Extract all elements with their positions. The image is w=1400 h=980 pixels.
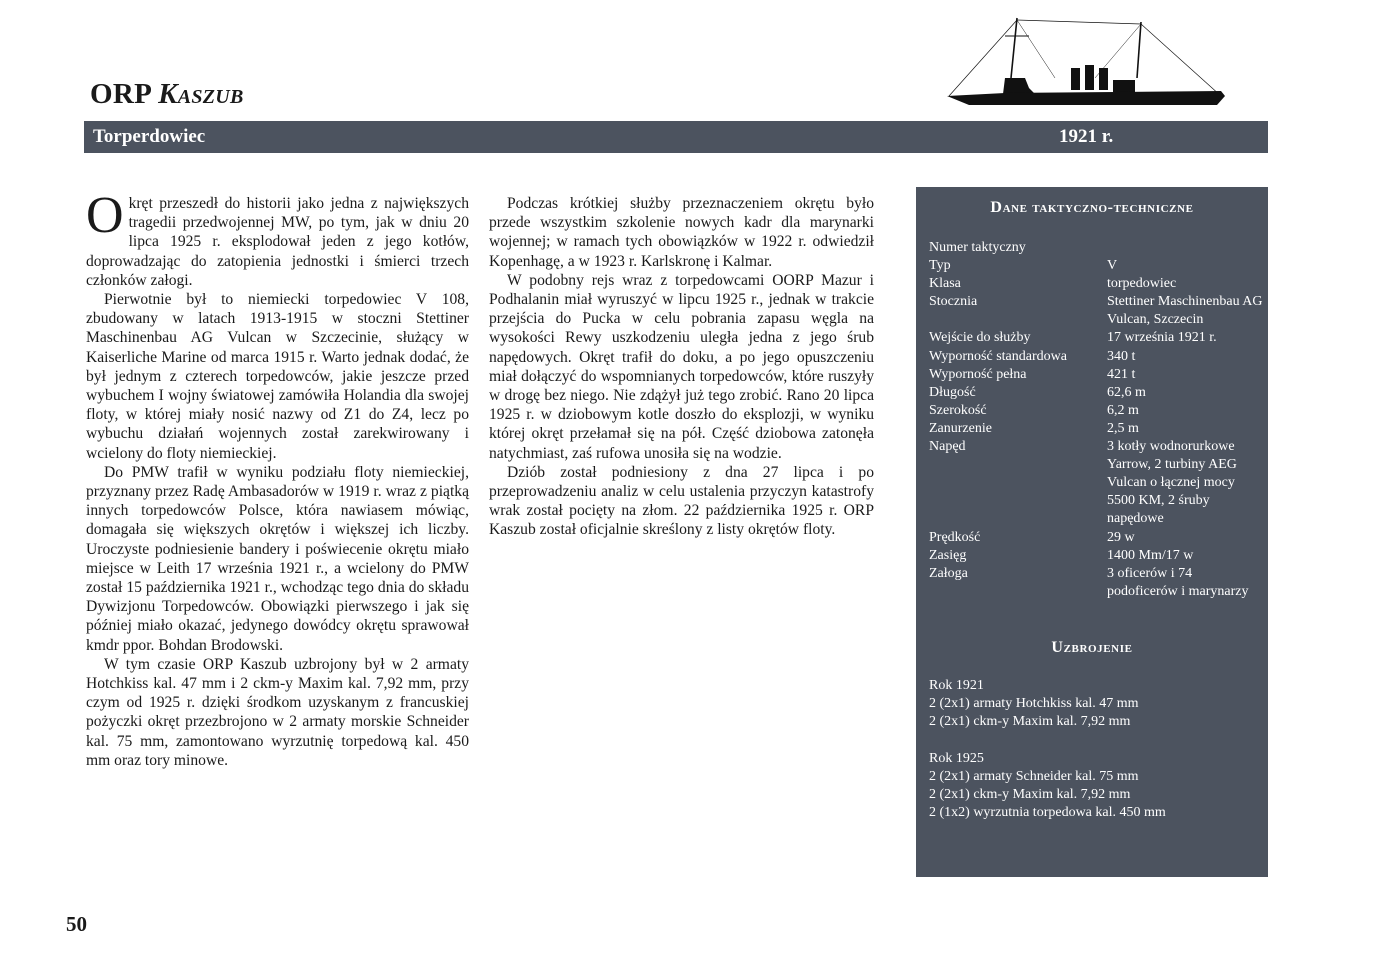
armament-item: 2 (1x2) wyrzutnia torpedowa kal. 450 mm — [929, 805, 1166, 821]
spec-row — [929, 384, 1264, 402]
spec-row — [929, 366, 1264, 384]
spec-value: 340 t — [1107, 348, 1136, 364]
armament-block — [929, 677, 1264, 732]
spec-label: Typ — [929, 258, 951, 274]
armament-block — [929, 750, 1264, 823]
spec-value: V — [1107, 258, 1118, 274]
ship-year: 1921 r. — [1059, 126, 1114, 147]
spec-value: 6,2 m — [1107, 402, 1139, 418]
ship-silhouette-icon — [945, 16, 1230, 106]
page-title — [90, 78, 244, 111]
spec-label: Długość — [929, 384, 976, 400]
spec-row — [929, 239, 1264, 257]
spec-row — [929, 348, 1264, 366]
paragraph: Do PMW trafił w wyniku podziału floty niemieckiej, przyznany przez Radę Ambasadorów w 1919 r. wraz z piątką innych torpedowców Polsce, która nawiasem mówiąc, domagała się większych okrętów i większej ich liczby. Uroczyste podniesienie bandery i poświecenie okrętu miało miejsce w Leith 17 września 1921 r., a wcielony do PMW został 15 października 1921 r., wchodząc tego dnia do składu Dywizjonu Torpedowców. Obowiązki pierwszego i jak się później miało okazać, jedynego dowódcy okrętu sprawował kmdr ppor. Bohdan Brodowski. — [86, 463, 469, 654]
spec-value: 3 oficerów i 74 podoficerów i marynarzy — [1107, 565, 1249, 599]
spec-row — [929, 529, 1264, 547]
spec-row — [929, 420, 1264, 438]
paragraph: Podczas krótkiej służby przeznaczeniem okrętu było przede wszystkim szkolenie nowych kadr dla marynarki wojennej; w ramach tych obowiązków w 1922 r. odwiedził Kopenhagę, a w 1923 r. Karlskronę i Kalmar. — [489, 195, 874, 270]
spec-label: Zasięg — [929, 547, 967, 563]
spec-label: Wyporność standardowa — [929, 348, 1067, 364]
spec-row — [929, 402, 1264, 420]
spec-value: Stettiner Maschinenbau AG Vulcan, Szczecin — [1107, 294, 1263, 328]
spec-value: 1400 Mm/17 w — [1107, 547, 1194, 563]
spec-value — [1107, 239, 1264, 257]
spec-row — [929, 438, 1264, 528]
armament-item: 2 (2x1) armaty Schneider kal. 75 mm — [929, 769, 1139, 784]
paragraph-text: kręt przeszedł do historii jako jedna z największych tragedii przedwojennej MW, po tym, jak w dniu 20 lipca 1925 r. eksplodował jeden z jego kotłów, doprowadzając do zatopienia jednostki i śmierci trzech członków załogi. — [86, 195, 469, 289]
spec-row — [929, 257, 1264, 275]
spec-label: Napęd — [929, 439, 966, 455]
drop-cap: O — [86, 187, 124, 244]
text-column-2 — [489, 194, 874, 540]
spec-value: 2,5 m — [1107, 420, 1139, 436]
spec-label: Zanurzenie — [929, 420, 992, 436]
armament-list — [929, 677, 1264, 841]
title-prefix: ORP — [90, 78, 151, 110]
text-column-1 — [86, 187, 469, 770]
armament-item: 2 (2x1) ckm-y Maxim kal. 7,92 mm — [929, 714, 1131, 730]
spec-label: Stocznia — [929, 294, 978, 310]
armament-item: 2 (2x1) ckm-y Maxim kal. 7,92 mm — [929, 787, 1131, 803]
spec-label: Szerokość — [929, 402, 987, 418]
specs-table — [929, 239, 1264, 601]
spec-value: 29 w — [1107, 529, 1135, 545]
ship-type: Torperdowiec — [93, 126, 206, 147]
spec-label: Prędkość — [929, 529, 981, 545]
paragraph: W tym czasie ORP Kaszub uzbrojony był w 2 armaty Hotchkiss kal. 47 mm i 2 ckm-y Maxim kal. 7,92 mm, przy czym od 1925 r. dzięki środkom uzyskanym z francuskiej pożyczki okręt przezbrojono w 2 armaty morskie Schneider kal. 75 mm, zamontowano wyrzutnię torpedową kal. 450 mm oraz tory minowe. — [86, 655, 469, 769]
spec-label: Wyporność pełna — [929, 366, 1027, 382]
spec-row — [929, 565, 1264, 601]
spec-value: 62,6 m — [1107, 384, 1146, 400]
spec-value: 3 kotły wodnorurkowe Yarrow, 2 turbiny AEG Vulcan o łącznej mocy 5500 KM, 2 śruby napędowe — [1107, 439, 1237, 527]
spec-label: Klasa — [929, 276, 961, 292]
paragraph — [86, 187, 469, 290]
title-ship-name: Kaszub — [158, 78, 244, 110]
armament-year: Rok 1921 — [929, 678, 984, 693]
armament-heading: Uzbrojenie — [1051, 639, 1133, 656]
spec-label: Załoga — [929, 565, 968, 581]
spec-label: Wejście do służby — [929, 330, 1031, 346]
spec-row — [929, 547, 1264, 565]
spec-value: 421 t — [1107, 366, 1136, 382]
paragraph: W podobny rejs wraz z torpedowcami OORP Mazur i Podhalanin miał wyruszyć w lipcu 1925 r., jednak w trakcie przejścia do Pucka w celu pobrania zapasu węgla na wysokości Rewy uszkodzeniu uległa jedna z jego śrub napędowych. Okręt trafił do doku, a po jego opuszczeniu miał dołączyć do wspomnianych torpedowców, które ruszyły w drogę bez niego. Nie zdążył już tego zrobić. Rano 20 lipca 1925 r. w dziobowym kotle doszło do eksplozji, w wyniku której okręt przełamał się na pół. Część dziobowa zatonęła natychmiast, zaś rufowa unosiła się na wodzie. — [489, 271, 874, 462]
page-number: 50 — [66, 912, 87, 936]
header-band — [84, 121, 1268, 153]
spec-value: 17 września 1921 r. — [1107, 330, 1217, 346]
paragraph: Dziób został podniesiony z dna 27 lipca i po przeprowadzeniu analiz w celu ustalenia przyczyn katastrofy wrak został pocięty na złom. 22 października 1925 r. ORP Kaszub został oficjalnie skreślony z listy okrętów floty. — [489, 463, 874, 539]
armament-item: 2 (2x1) armaty Hotchkiss kal. 47 mm — [929, 696, 1139, 712]
spec-value: torpedowiec — [1107, 276, 1177, 292]
spec-row — [929, 329, 1264, 347]
paragraph: Pierwotnie był to niemiecki torpedowiec V 108, zbudowany w latach 1913-1915 w stoczni Stettiner Maschinenbau AG Vulcan w Szczecinie, służący w Kaiserliche Marine od marca 1915 r. Warto jednak dodać, że był jednym z czterech torpedowców, jakie jeszcze przed wybuchem I wojny światowej zamówiła Holandia dla swojej floty, w której miały nosić nazwy od Z1 do Z4, lecz po wybuchu działań wojennych został zarekwirowany i wcielony do floty niemieckiej. — [86, 291, 469, 462]
spec-row — [929, 293, 1264, 329]
specs-heading: Dane taktyczno-techniczne — [990, 199, 1194, 216]
spec-label: Numer taktyczny — [929, 240, 1026, 255]
spec-row — [929, 275, 1264, 293]
armament-year: Rok 1925 — [929, 750, 984, 766]
specs-panel — [916, 187, 1268, 877]
